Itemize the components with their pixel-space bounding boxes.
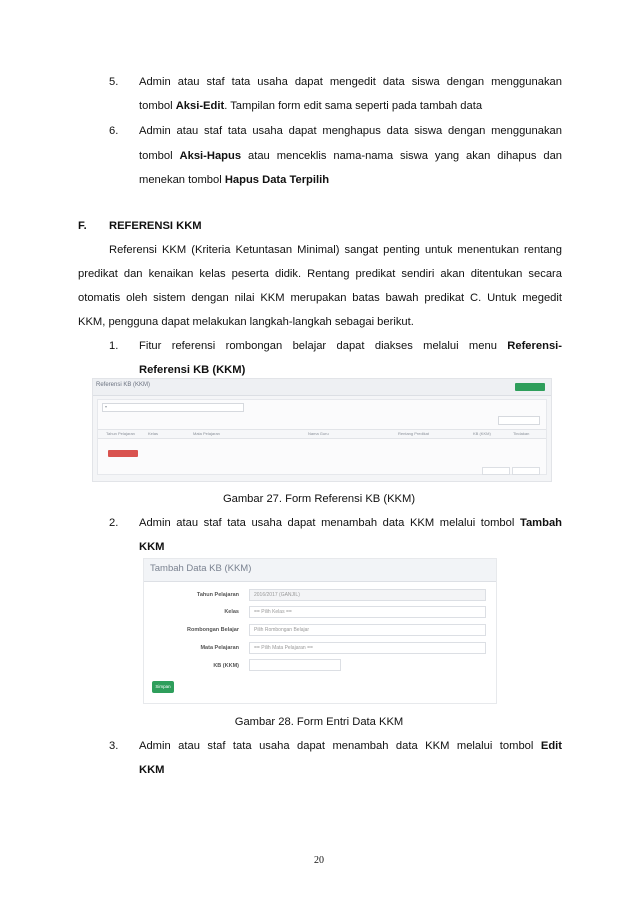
column-header: Nama Guru bbox=[308, 431, 329, 436]
chevron-down-icon: ▾ bbox=[105, 404, 108, 409]
form-header bbox=[144, 559, 496, 582]
prev-page-button[interactable] bbox=[482, 467, 510, 475]
page-number: 20 bbox=[314, 855, 324, 866]
list-item-text: Admin atau staf tata usaha dapat menambah data KKM melalui tombol Tambah bbox=[139, 517, 562, 529]
panel-header bbox=[93, 379, 551, 396]
field-label: Rombongan Belajar bbox=[187, 627, 239, 633]
list-number: 3. bbox=[109, 740, 119, 752]
list-item-text: tombol Aksi-Hapus atau menceklis nama-nama siswa yang akan dihapus dan bbox=[139, 150, 563, 162]
panel-body bbox=[97, 399, 547, 475]
field-label: Kelas bbox=[224, 609, 239, 615]
mata-pelajaran-select[interactable]: == Pilih Mata Pelajaran == bbox=[249, 642, 486, 654]
column-header: Tahun Pelajaran bbox=[106, 431, 135, 436]
figure-caption: Gambar 28. Form Entri Data KKM bbox=[234, 716, 404, 728]
panel-title: Referensi KB (KKM) bbox=[96, 382, 151, 388]
list-item-text: Admin atau staf tata usaha dapat menghapus data siswa dengan menggunakan bbox=[139, 125, 562, 137]
kb-kkm-input[interactable] bbox=[249, 659, 341, 671]
next-page-button[interactable] bbox=[512, 467, 540, 475]
list-item-text: Referensi KB (KKM) bbox=[139, 364, 246, 376]
section-title: REFERENSI KKM bbox=[109, 220, 202, 232]
list-number: 1. bbox=[109, 340, 119, 352]
table-header bbox=[98, 429, 546, 439]
list-number: 2. bbox=[109, 517, 119, 529]
list-number: 6. bbox=[109, 125, 119, 137]
field-label: Tahun Pelajaran bbox=[196, 592, 239, 598]
simpan-button[interactable]: Simpan bbox=[152, 681, 174, 693]
paragraph-line: otomatis oleh sistem dengan nilai KKM merupakan batas bawah predikat C. Untuk megedit bbox=[78, 292, 562, 304]
form-title: Tambah Data KB (KKM) bbox=[150, 563, 252, 574]
figure-entri-kkm-screenshot bbox=[143, 558, 497, 704]
list-item-text: tombol Aksi-Edit. Tampilan form edit sama seperti pada tambah data bbox=[139, 100, 483, 112]
column-header: KB (KKM) bbox=[473, 431, 491, 436]
list-item-text: KKM bbox=[139, 541, 165, 553]
list-item-text: KKM bbox=[139, 764, 165, 776]
figure-caption: Gambar 27. Form Referensi KB (KKM) bbox=[222, 493, 416, 505]
paragraph-line: KKM, pengguna dapat melakukan langkah-langkah sebagai berikut. bbox=[78, 316, 414, 328]
paragraph-line: predikat dan kenaikan kelas peserta didik. Rentang predikat sendiri akan ditentukan secara bbox=[78, 268, 562, 280]
column-header: Kelas bbox=[148, 431, 159, 436]
filter-select[interactable] bbox=[102, 403, 244, 412]
column-header: Rentang Predikat bbox=[398, 431, 429, 436]
search-input[interactable] bbox=[498, 416, 540, 425]
paragraph-line: Referensi KKM (Kriteria Ketuntasan Minimal) sangat penting untuk menentukan rentang bbox=[109, 244, 562, 256]
list-number: 5. bbox=[109, 76, 119, 88]
figure-referensi-kb-screenshot bbox=[92, 378, 552, 482]
column-header: Mata Pelajaran bbox=[193, 431, 220, 436]
kelas-select[interactable]: == Pilih Kelas == bbox=[249, 606, 486, 618]
list-item-text: Fitur referensi rombongan belajar dapat diakses melalui menu Referensi- bbox=[139, 340, 562, 352]
section-letter: F. bbox=[78, 220, 87, 232]
field-label: KB (KKM) bbox=[213, 663, 239, 669]
column-header: Tindakan bbox=[513, 431, 530, 436]
list-item-text: Admin atau staf tata usaha dapat menambah data KKM melalui tombol Edit bbox=[139, 740, 562, 752]
list-item-text: Admin atau staf tata usaha dapat mengedit data siswa dengan menggunakan bbox=[139, 76, 562, 88]
tahun-pelajaran-field: 2016/2017 (GANJIL) bbox=[249, 589, 486, 601]
hapus-data-terpilih-button[interactable] bbox=[108, 450, 138, 457]
tambah-kkm-button[interactable] bbox=[515, 383, 545, 391]
pagination bbox=[480, 462, 540, 468]
rombongan-belajar-select[interactable]: Pilih Rombongan Belajar bbox=[249, 624, 486, 636]
list-item-text: menekan tombol Hapus Data Terpilih bbox=[139, 174, 330, 186]
field-label: Mata Pelajaran bbox=[200, 645, 239, 651]
